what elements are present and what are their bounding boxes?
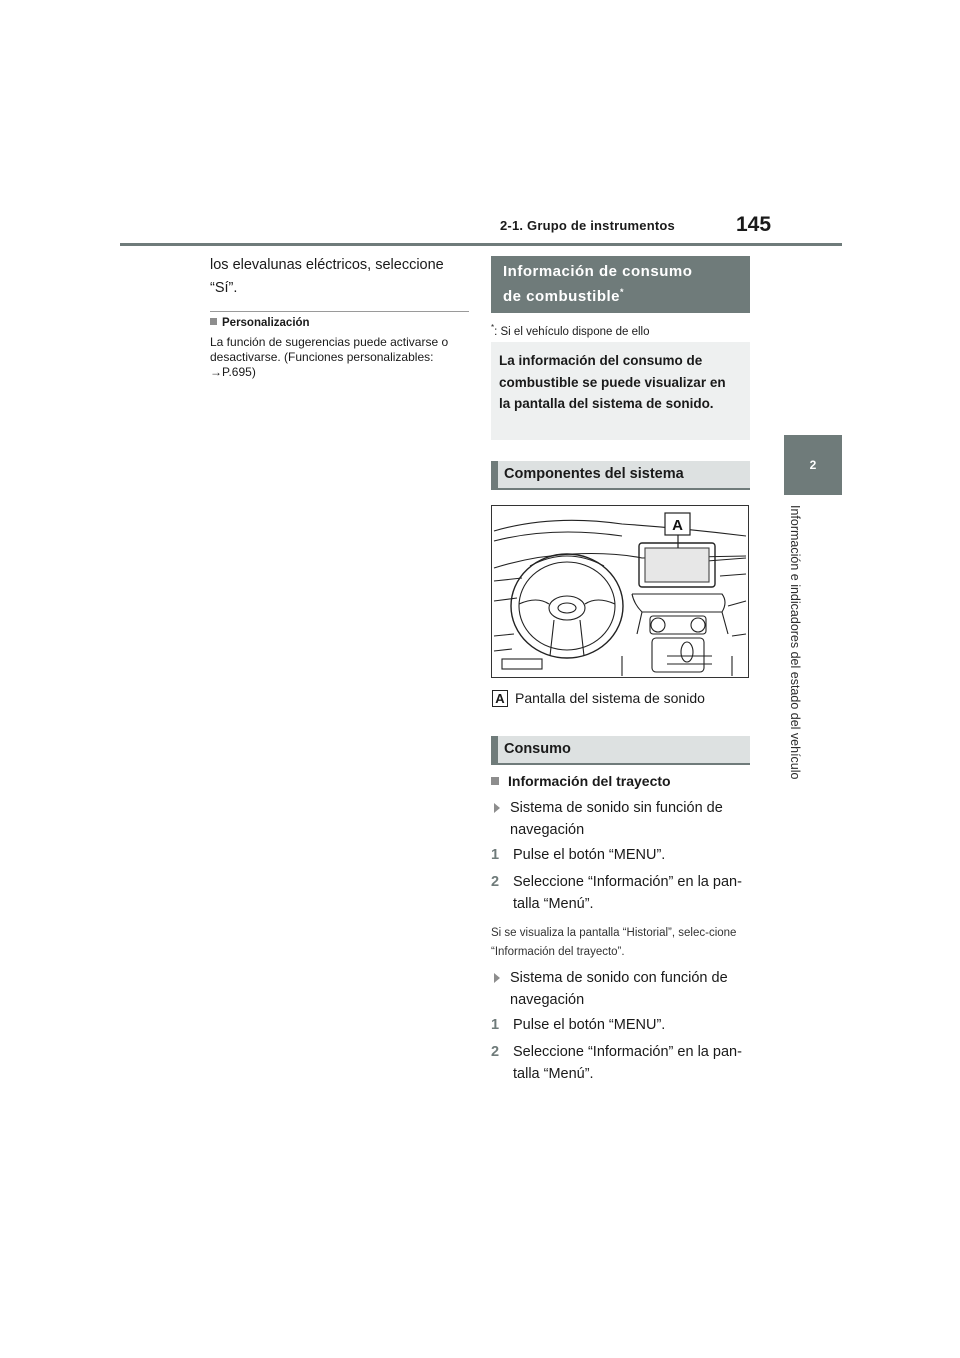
legend-text: Pantalla del sistema de sonido	[515, 690, 705, 706]
fuel-header-line2: de combustible*	[503, 287, 625, 305]
step-item: 1 Pulse el botón “MENU”.	[491, 1017, 666, 1033]
square-bullet-icon	[210, 318, 217, 325]
chapter-label	[786, 505, 804, 805]
chapter-tab	[784, 435, 842, 495]
triangle-bullet-icon	[494, 803, 500, 813]
chapter-label-text: Información e indicadores del estado del vehículo	[788, 505, 802, 780]
legend-key: A	[492, 690, 508, 707]
intro-box	[491, 342, 750, 440]
page-number: 145	[736, 213, 772, 236]
callout-label: A	[672, 517, 683, 534]
step-item: 2 Seleccione “Información” en la pan-talla “Menú”.	[491, 1044, 742, 1082]
dashboard-illustration	[491, 505, 749, 678]
fuel-header-line1: Información de consumo	[503, 263, 693, 280]
intro-text: La información del consumo de combustible se puede visualizar en la pantalla del sistema de sonido.	[499, 353, 726, 411]
personalization-body: La función de sugerencias puede activarse o desactivarse. (Funciones personalizables: →P.695)	[210, 335, 449, 379]
personalization-title: Personalización	[210, 317, 310, 329]
trip-info-title: Información del trayecto	[491, 773, 671, 789]
fuel-info-header	[491, 256, 750, 313]
nav-title: Sistema de sonido con función de navegación	[494, 967, 754, 1011]
square-bullet-icon	[491, 777, 499, 785]
step-item: 2 Seleccione “Información” en la pan-talla “Menú”.	[491, 874, 742, 912]
history-note: Si se visualiza la pantalla “Historial”, selec-cione “Información del trayecto”.	[491, 927, 737, 958]
section-title: 2-1. Grupo de instrumentos	[500, 218, 675, 233]
divider	[210, 311, 469, 312]
continued-paragraph: los elevalunas eléctricos, seleccione “Sí”.	[210, 257, 444, 296]
dashboard-drawing	[492, 506, 748, 677]
chapter-number: 2	[809, 458, 817, 472]
triangle-bullet-icon	[494, 973, 500, 983]
header-rule	[120, 243, 842, 246]
footnote: *: Si el vehículo dispone de ello	[491, 323, 650, 338]
step-item: 1 Pulse el botón “MENU”.	[491, 847, 666, 863]
consumo-header: Consumo	[491, 736, 750, 765]
no-nav-title: Sistema de sonido sin función de navegación	[494, 797, 754, 841]
components-header: Componentes del sistema	[491, 461, 750, 490]
